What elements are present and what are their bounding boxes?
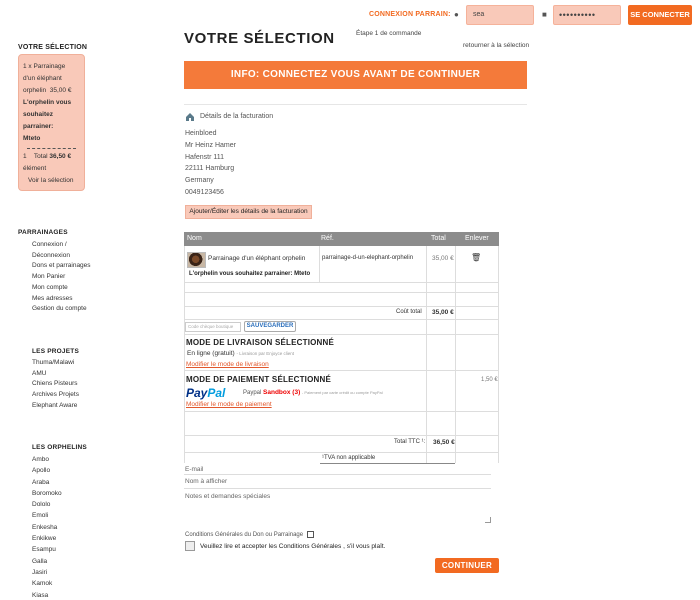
table-border xyxy=(426,246,427,463)
change-payment-link[interactable]: Modifier le mode de paiement xyxy=(186,401,272,408)
address-line: Germany xyxy=(185,177,214,185)
table-border xyxy=(319,246,320,282)
shipping-value-row xyxy=(187,350,294,357)
display-name-label: Nom à afficher xyxy=(185,478,228,485)
sidebar-item[interactable]: Araba xyxy=(32,478,50,486)
table-border xyxy=(184,292,499,293)
email-field[interactable] xyxy=(184,474,491,475)
lock-icon: ■ xyxy=(542,10,547,19)
sidebar-item[interactable]: Jasiri xyxy=(32,568,48,576)
cart-divider xyxy=(27,148,76,149)
paypal-logo-pal: Pal xyxy=(207,386,226,400)
sidebar-item[interactable]: AMU xyxy=(32,369,47,377)
parrainages-title: PARRAINAGES xyxy=(18,229,68,236)
display-name-field[interactable] xyxy=(184,488,491,489)
projets-list xyxy=(32,358,79,412)
table-border xyxy=(184,370,499,371)
divider xyxy=(184,104,527,105)
orphelins-title: LES ORPHELINS xyxy=(32,444,87,451)
sidebar-item[interactable]: Dons et parrainages xyxy=(32,262,91,270)
view-selection-link[interactable]: Voir la sélection xyxy=(28,177,74,184)
sidebar-item[interactable]: Gestion du compte xyxy=(32,305,87,313)
col-ref: Réf. xyxy=(321,235,334,242)
vat-note: ¹TVA non applicable xyxy=(322,455,376,461)
sidebar-item[interactable]: Mon Panier xyxy=(32,273,66,281)
edit-billing-button[interactable]: Ajouter/Éditer les détails de la facturation xyxy=(185,205,312,219)
paypal-text: Paypal xyxy=(243,390,262,396)
table-border xyxy=(184,246,185,463)
cart-answer: Mteto xyxy=(23,135,41,142)
notes-textarea[interactable] xyxy=(184,503,491,523)
sidebar-item[interactable]: Mon compte xyxy=(32,283,68,291)
cart-line2: d'un éléphant xyxy=(23,75,62,82)
sidebar-item[interactable]: Enkesha xyxy=(32,523,58,531)
password-input[interactable]: •••••••••• xyxy=(553,5,621,25)
table-border xyxy=(184,334,499,335)
shipping-note: - Livraison par Enjoyce client xyxy=(236,351,295,356)
billing-address xyxy=(185,128,236,199)
login-label: CONNEXION PARRAIN: xyxy=(369,11,451,18)
table-border xyxy=(184,319,499,320)
change-shipping-link[interactable]: Modifier le mode de livraison xyxy=(186,361,269,368)
table-border xyxy=(320,463,455,464)
sidebar-item[interactable]: Thuma/Malawi xyxy=(32,359,75,366)
billing-icon xyxy=(185,112,195,122)
page-title: VOTRE SÉLECTION xyxy=(184,30,335,47)
table-border xyxy=(184,411,499,412)
continue-button[interactable]: CONTINUER xyxy=(435,558,499,573)
table-border xyxy=(184,282,499,283)
cart-question1: L'orphelin vous xyxy=(23,99,72,106)
notes-label: Notes et demandes spéciales xyxy=(185,493,271,500)
table-border xyxy=(455,246,456,463)
payment-note: - Paiement par carte crédit ou compte PayPal xyxy=(301,390,383,395)
cart-count: 1 xyxy=(23,153,27,160)
username-input[interactable]: sea xyxy=(466,5,534,25)
cart-price: 35,00 € xyxy=(49,87,72,94)
cart-line1: 1 x Parrainage xyxy=(23,63,66,70)
address-line: 0049123456 xyxy=(185,188,224,196)
col-total: Total xyxy=(431,235,446,242)
billing-title: Détails de la facturation xyxy=(200,113,274,120)
orphelins-list xyxy=(32,454,62,600)
address-line: Mr Heinz Hamer xyxy=(185,141,236,149)
cart-count-unit: élément xyxy=(23,165,47,172)
paypal-logo-pay: Pay xyxy=(186,386,208,400)
table-border xyxy=(498,246,499,463)
cart-question3: parrainer: xyxy=(23,123,54,130)
sidebar-cart xyxy=(18,54,85,191)
terms-checkbox[interactable] xyxy=(307,531,314,538)
login-button[interactable]: SE CONNECTER xyxy=(628,5,692,25)
col-name: Nom xyxy=(187,235,202,242)
sidebar-item[interactable]: Boromoko xyxy=(32,489,62,497)
item-name[interactable]: Parrainage d'un éléphant orphelin xyxy=(208,255,306,262)
resize-handle-icon[interactable] xyxy=(485,517,491,523)
cart-total-label: Total xyxy=(33,153,48,160)
subtotal-value: 35,00 € xyxy=(432,309,454,316)
email-label: E-mail xyxy=(185,466,204,473)
sidebar-item[interactable]: Apollo xyxy=(32,467,51,475)
cart-total: 36,50 € xyxy=(49,153,72,160)
total-value: 36,50 € xyxy=(433,439,455,446)
sidebar-item[interactable]: Kamok xyxy=(32,580,53,588)
sidebar-item[interactable]: Esampu xyxy=(32,546,56,554)
shipping-value: En ligne (gratuit) xyxy=(187,350,235,357)
cart-table-header xyxy=(184,232,499,246)
item-ref: parrainage-d-un-elephant-orphelin xyxy=(322,255,414,261)
sidebar-item[interactable]: Chiens Pisteurs xyxy=(32,380,78,388)
payment-title: MODE DE PAIEMENT SÉLECTIONNÉ xyxy=(186,375,332,384)
cart-line3: orphelin xyxy=(23,87,47,94)
parrainages-list xyxy=(32,240,91,315)
promo-code-input[interactable]: Code chèque boutique xyxy=(185,322,241,332)
terms-label: Conditions Générales du Don ou Parrainage xyxy=(185,532,304,538)
sidebar-item[interactable]: Ambo xyxy=(32,456,49,463)
user-icon: ● xyxy=(454,10,459,19)
back-to-selection-link[interactable]: retourner à la sélection xyxy=(463,42,530,49)
sidebar-item[interactable]: Galla xyxy=(32,557,48,565)
sidebar-item[interactable]: Dololo xyxy=(32,501,51,509)
item-option: L'orphelin vous souhaitez parrainer: Mteto xyxy=(189,271,311,277)
shipping-title: MODE DE LIVRAISON SÉLECTIONNÉ xyxy=(186,338,335,347)
paypal-logo xyxy=(186,386,225,400)
address-line: 22111 Hamburg xyxy=(185,165,235,173)
login-info-banner: INFO: CONNECTEZ VOUS AVANT DE CONTINUER xyxy=(184,61,527,89)
sidebar-item[interactable]: Mes adresses xyxy=(32,294,73,302)
sidebar-item[interactable]: Archives Projets xyxy=(32,391,79,399)
cart-question2: souhaitez xyxy=(23,111,53,118)
table-border xyxy=(184,452,499,453)
paypal-method-row xyxy=(243,389,383,396)
projets-title: LES PROJETS xyxy=(32,348,79,355)
sidebar-item[interactable]: Enkikwe xyxy=(32,535,57,543)
sidebar-selection-title: VOTRE SÉLECTION xyxy=(18,44,88,51)
item-price: 35,00 € xyxy=(432,255,454,262)
address-line: Hafenstr 111 xyxy=(185,153,225,161)
warning-icon xyxy=(185,541,195,551)
sidebar-item[interactable]: Déconnexion xyxy=(32,251,70,259)
product-thumbnail[interactable] xyxy=(187,252,206,268)
payment-fee: 1,50 € xyxy=(481,377,498,383)
checkout-step: Étape 1 de commande xyxy=(356,30,422,37)
trash-icon[interactable]: 🗑 xyxy=(471,253,482,262)
address-line: Heinbloed xyxy=(185,130,217,137)
sidebar-item[interactable]: Kiasa xyxy=(32,591,49,599)
table-border xyxy=(184,306,499,307)
total-label: Total TTC ¹: xyxy=(394,439,426,445)
sidebar-item[interactable]: Emoli xyxy=(32,512,49,520)
sidebar-item[interactable]: Connexion / xyxy=(32,241,67,248)
terms-warning: Veuillez lire et accepter les Conditions Générales , s'il vous plaît. xyxy=(200,543,386,550)
subtotal-label: Coût total xyxy=(396,309,422,315)
sandbox-badge: Sandbox (3) xyxy=(263,389,301,396)
sidebar-item[interactable]: Elephant Aware xyxy=(32,401,78,409)
col-remove: Enlever xyxy=(465,235,489,242)
table-border xyxy=(184,435,499,436)
save-promo-button[interactable]: SAUVEGARDER xyxy=(244,321,296,332)
